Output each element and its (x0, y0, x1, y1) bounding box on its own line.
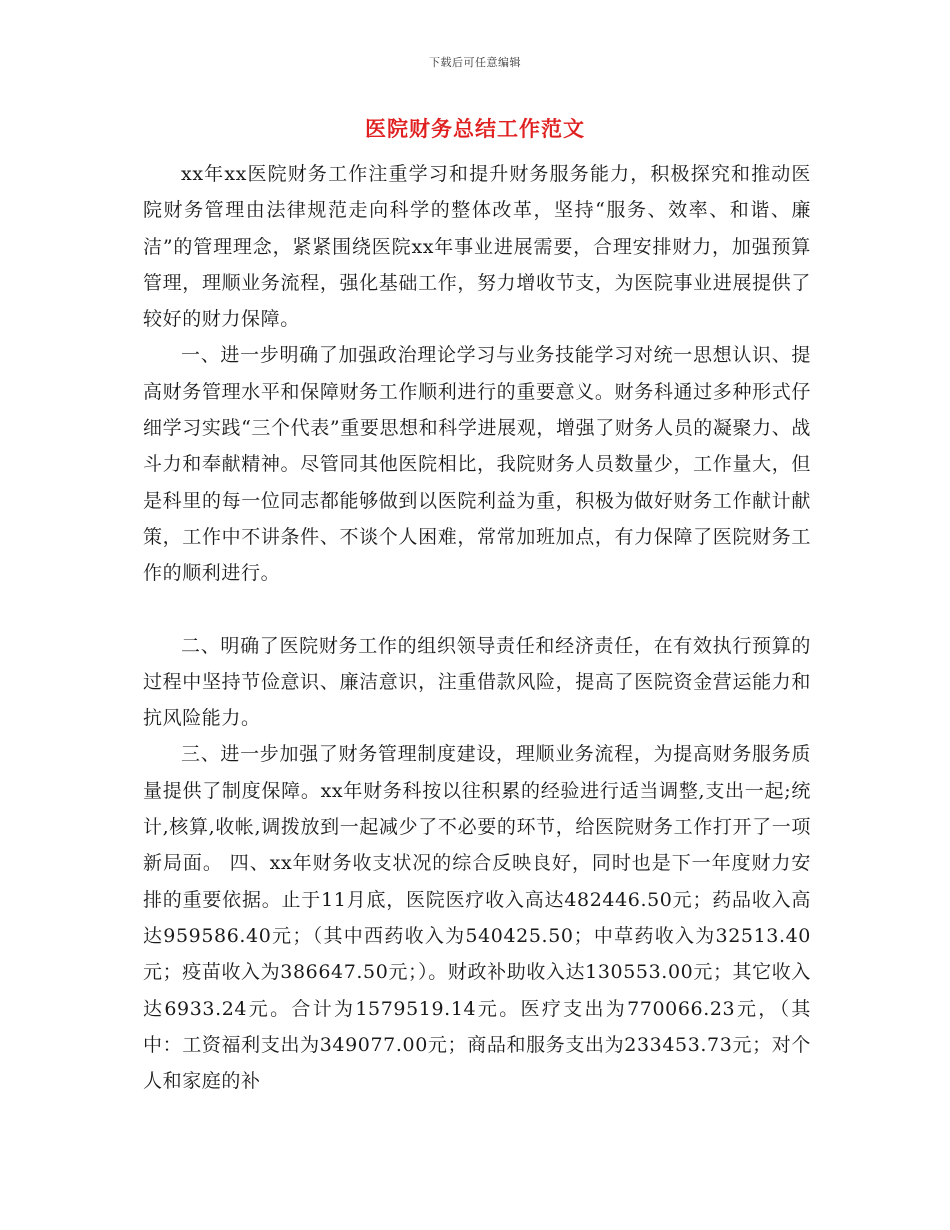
paragraph-section-1: 一、进一步明确了加强政治理论学习与业务技能学习对统一思想认识、提高财务管理水平和保障财务工作顺利进行的重要意义。财务科通过多种形式仔细学习实践“三个代表”重要思想和科学进展观，增强了财务人员的凝聚力、战斗力和奉献精神。尽管同其他医院相比，我院财务人员数量少，工作量大，但是科里的每一位同志都能够做到以医院利益为重，积极为做好财务工作献计献策，工作中不讲条件、不谈个人困难，常常加班加点，有力保障了医院财务工作的顺利进行。 (143, 344, 811, 585)
document-body (143, 156, 811, 1099)
paragraph-section-3: 三、进一步加强了财务管理制度建设，理顺业务流程，为提高财务服务质量提供了制度保障。xx年财务科按以往积累的经验进行适当调整,支出一起;统计,核算,收帐,调拨放到一起减少了不必要的环节，给医院财务工作打开了一项新局面。 四、xx年财务收支状况的综合反映良好，同时也是下一年度财力安排的重要依据。止于11月底，医院医疗收入高达482446.50元；药品收入高达959586.40元；（其中西药收入为540425.50；中草药收入为32513.40元；疫苗收入为386647.50元；）。财政补助收入达130553.00元；其它收入达6933.24元。合计为1579519.14元。医疗支出为770066.23元，（其中：工资福利支出为349077.00元；商品和服务支出为233453.73元；对个人和家庭的补 (143, 743, 811, 1093)
page-header-note: 下载后可任意编辑 (429, 56, 521, 69)
paragraph-intro: xx年xx医院财务工作注重学习和提升财务服务能力，积极探究和推动医院财务管理由法律规范走向科学的整体改革，坚持“服务、效率、和谐、廉洁”的管理理念，紧紧围绕医院xx年事业进展需要，合理安排财力，加强预算管理，理顺业务流程，强化基础工作，努力增收节支，为医院事业进展提供了较好的财力保障。 (143, 163, 811, 331)
paragraph-section-2: 二、明确了医院财务工作的组织领导责任和经济责任，在有效执行预算的过程中坚持节俭意识、廉洁意识，注重借款风险，提高了医院资金营运能力和抗风险能力。 (143, 634, 811, 730)
document-title: 医院财务总结工作范文 (365, 116, 585, 141)
